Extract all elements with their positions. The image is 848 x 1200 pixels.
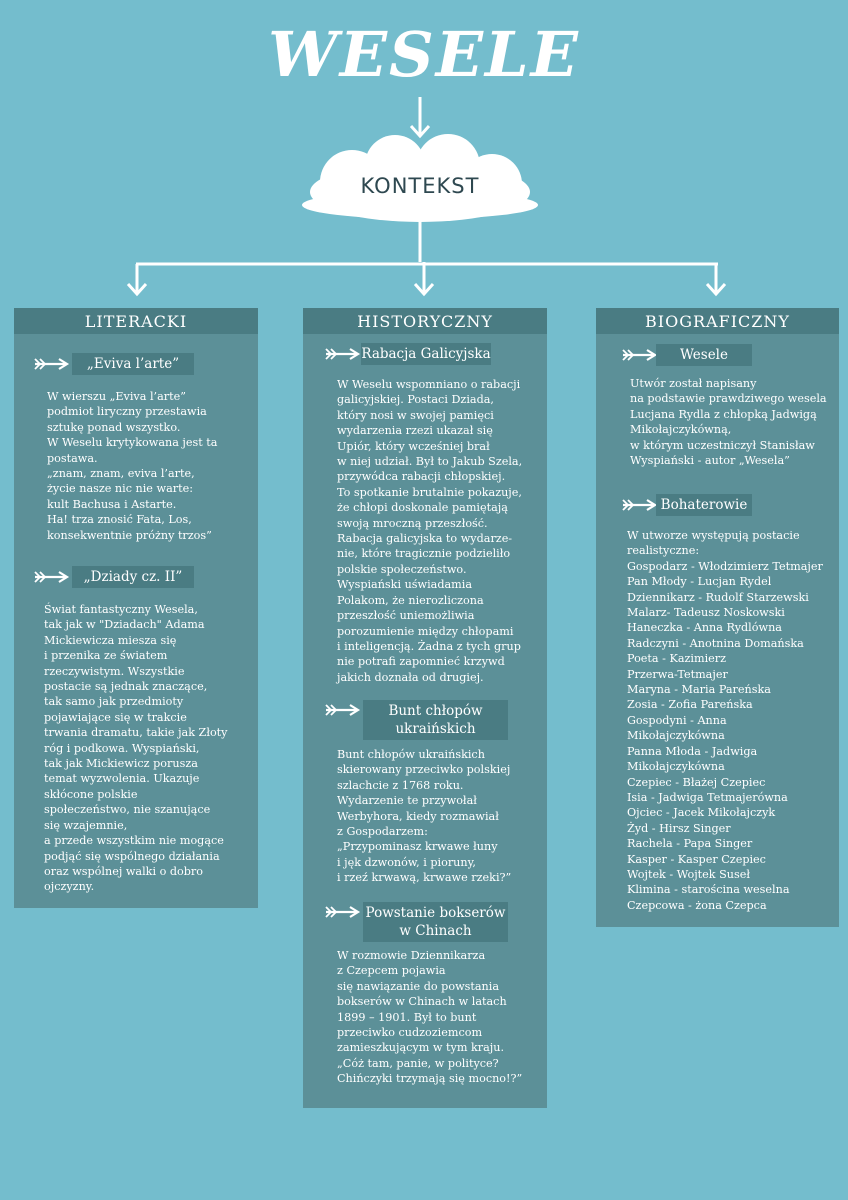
- arrow-icon: [325, 906, 361, 918]
- column-literacki: [14, 308, 258, 908]
- section-label: Bohaterowie: [656, 494, 752, 516]
- section-label: Wesele: [656, 344, 752, 366]
- cloud-label: KONTEKST: [360, 174, 480, 198]
- section-text: Bunt chłopów ukraińskich skierowany przeciwko polskiej szlachcie z 1768 roku. Wydarzenie te przywołał Werbyhora, kiedy rozmawiał z Gospodarzem: „Przypominasz krwawe łuny i jęk dzwonów, i pioruny, i rzeź krwawą, krwawe rzeki?”: [337, 748, 512, 885]
- section-label: „Dziady cz. II”: [72, 566, 194, 588]
- section-text: W wierszu „Eviva l’arte” podmiot liryczny przestawia sztukę ponad wszystko. W Weselu krytykowana jest ta postawa. „znam, znam, eviva l’arte, życie nasze nic nie warte: kult Bachusa i Astarte. Ha! trza znosić Fata, Los, konsekwentnie próżny trzos”: [47, 390, 218, 542]
- section-text: W utworze występują postacie realistyczne: Gospodarz - Włodzimierz Tetmajer Pan Młody - Lucjan Rydel Dziennikarz - Rudolf Starzewski Malarz- Tadeusz Noskowski Haneczka - Anna Rydlówna Radczyni - Anotnina Domańska Poeta - Kazimierz Przerwa-Tetmajer Maryna - Maria Pareńska Zosia - Zofia Pareńska Gospodyni - Anna Mikołajczykówna Panna Młoda - Jadwiga Mikołajczykówna Czepiec - Błażej Czepiec Isia - Jadwiga Tetmajerówna Ojciec - Jacek Mikołajczyk Żyd - Hirsz Singer Rachela - Papa Singer Kasper - Kasper Czepiec Wojtek - Wojtek Suseł Klimina - starościna weselna Czepcowa - żona Czepca: [627, 529, 823, 912]
- arrow-icon: [34, 358, 70, 370]
- column-biograficzny: [596, 308, 839, 927]
- section-label: Rabacja Galicyjska: [361, 343, 491, 365]
- arrow-icon: [622, 349, 658, 361]
- section-label: Bunt chłopów ukraińskich: [363, 700, 508, 740]
- section-text: W rozmowie Dziennikarza z Czepcem pojawia się nawiązanie do powstania bokserów w Chinach w latach 1899 – 1901. Był to bunt przeciwko cudzoziemcom zamieszkującym w tym kraju. „Cóż tam, panie, w polityce? Chińczyki trzymają się mocno!?”: [337, 949, 523, 1086]
- section-label: „Eviva l’arte”: [72, 353, 194, 375]
- section-text: Świat fantastyczny Wesela, tak jak w "Dziadach" Adama Mickiewicza miesza się i przenika ze światem rzeczywistym. Wszystkie postacie są jednak znaczące, tak samo jak przedmioty pojawiające się w trakcie trwania dramatu, takie jak Złoty róg i podkowa. Wyspiański, tak jak Mickiewicz porusza temat wyzwolenia. Ukazuje skłócone polskie społeczeństwo, nie szanujące się wzajemnie, a przede wszystkim nie mogące podjąć się wspólnego działania oraz wspólnej walki o dobro ojczyzny.: [44, 603, 228, 894]
- column-historyczny: [303, 308, 547, 1108]
- column-header: LITERACKI: [14, 308, 258, 334]
- arrow-icon: [325, 704, 361, 716]
- column-header: BIOGRAFICZNY: [596, 308, 839, 334]
- column-header: HISTORYCZNY: [303, 308, 547, 334]
- section-label: Powstanie bokserów w Chinach: [363, 902, 508, 942]
- arrow-icon: [622, 499, 658, 511]
- section-text: Utwór został napisany na podstawie prawdziwego wesela Lucjana Rydla z chłopką Jadwigą Mikołajczykówną, w którym uczestniczył Stanisław Wyspiański - autor „Wesela”: [630, 377, 827, 468]
- arrow-icon: [34, 571, 70, 583]
- arrow-icon: [325, 348, 361, 360]
- section-text: W Weselu wspomniano o rabacji galicyjskiej. Postaci Dziada, który nosi w swojej pamięci wydarzenia rzezi ukazał się Upiór, który wcześniej brał w niej udział. Był to Jakub Szela, przywódca rabacji chłopskiej. To spotkanie brutalnie pokazuje, że chłopi doskonale pamiętają swoją mroczną przeszłość. Rabacja galicyjska to wydarze- nie, które tragicznie podzieliło polskie społeczeństwo. Wyspiański uświadamia Polakom, że nierozliczona przeszłość uniemożliwia porozumienie między chłopami i inteligencją. Żadna z tych grup nie potrafi zapomnieć krzywd jakich doznała od drugiej.: [337, 378, 523, 684]
- connector-diagram: [0, 0, 848, 320]
- page-title: WESELE: [268, 18, 580, 91]
